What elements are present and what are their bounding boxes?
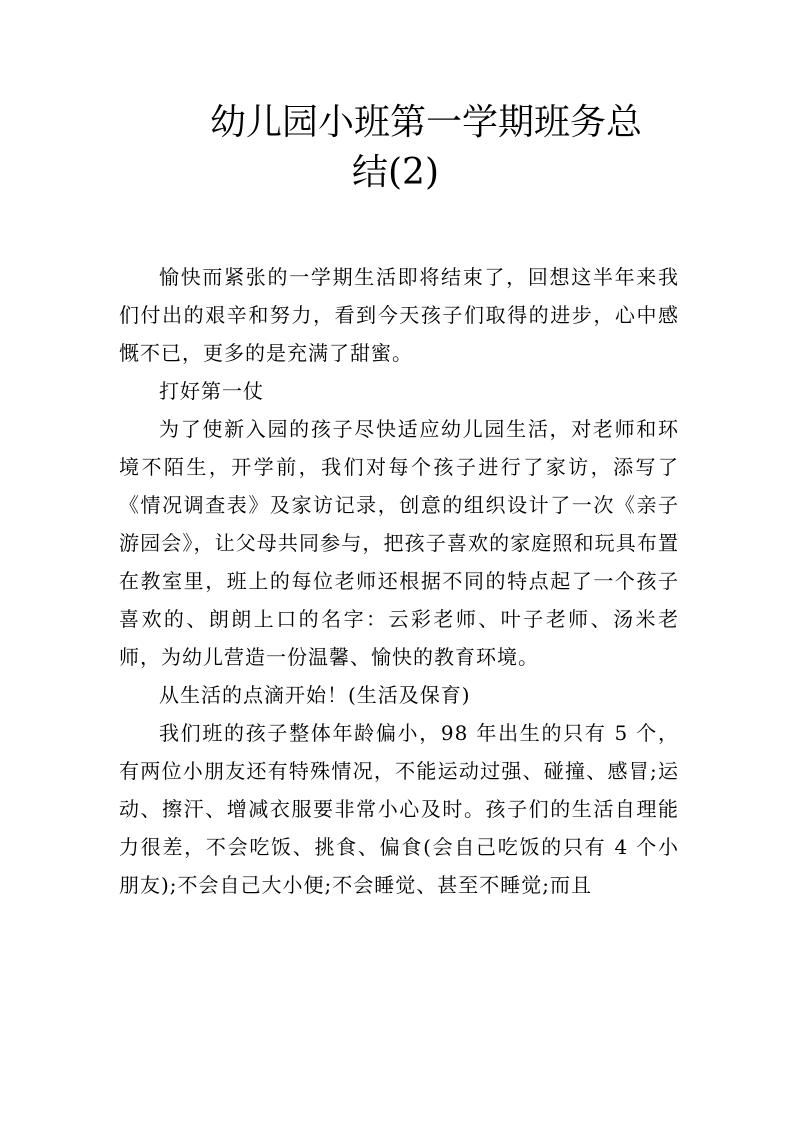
- section-heading-daily-life: 从生活的点滴开始！(生活及保育): [159, 683, 471, 707]
- paragraph-intro: 愉快而紧张的一学期生活即将结束了，回想这半年来我们付出的艰辛和努力，看到今天孩子们取得的进步，心中感慨不已，更多的是充满了甜蜜。: [119, 265, 679, 365]
- paragraph-first-battle: 为了使新入园的孩子尽快适应幼儿园生活，对老师和环境不陌生，开学前，我们对每个孩子进行了家访，添写了《情况调查表》及家访记录，创意的组织设计了一次《亲子游园会》，让父母共同参与，把孩子喜欢的家庭照和玩具布置在教室里，班上的每位老师还根据不同的特点起了一个孩子喜欢的、朗朗上口的名字：云彩老师、叶子老师、汤米老师，为幼儿营造一份温馨、愉快的教育环境。: [119, 417, 679, 669]
- section-heading-first-battle: 打好第一仗: [159, 379, 264, 403]
- document-title-line-2: 结(2): [352, 152, 439, 193]
- document-body: [119, 258, 679, 904]
- paragraph-daily-life: 我们班的孩子整体年龄偏小，98 年出生的只有 5 个，有两位小朋友还有特殊情况，不能运动过强、碰撞、感冒;运动、擦汗、增减衣服要非常小心及时。孩子们的生活自理能力很差，不会吃饭、挑食、偏食(会自己吃饭的只有 4 个小朋友);不会自己大小便;不会睡觉、甚至不睡觉;而且: [119, 721, 679, 897]
- document-title-line-1: 幼儿园小班第一学期班务总: [210, 102, 643, 143]
